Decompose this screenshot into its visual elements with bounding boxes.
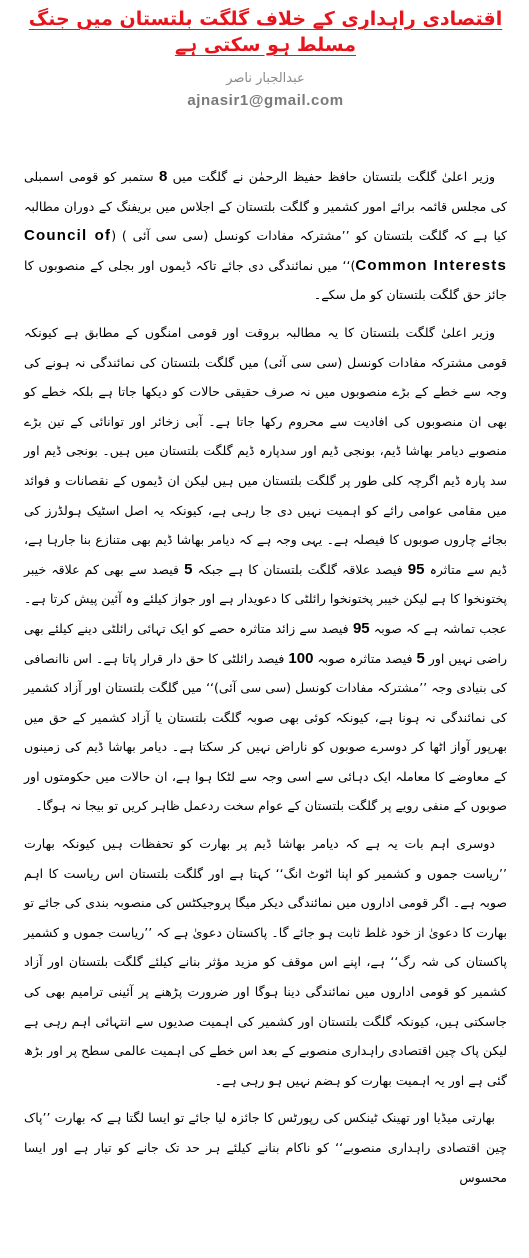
paragraph-text: فیصد رائلٹی کا حق دار قرار پاتا ہے۔ اس ناانصافی کی بنیادی وجہ ’’مشترکہ مفادات کونسل (سی سی آئی)‘‘ میں گلگت بلتستان اور آزاد کشمیر کی نمائندگی نہ ہونا ہے، کیونکہ کوئی بھی صوبہ گلگت بلتستان یا آزاد کشمیر کے حق میں بھرپور آواز اٹھا کر دوسرے صوبوں کو ناراض نہیں کر سکتا ہے۔ دیامر بھاشا ڈیم کی زمینوں کے معاوضے کا معاملہ ایک دہائی سے اسی وجہ سے لٹکا ہوا ہے، ان حالات میں حکومتوں اور صوبوں کے منفی رویے پر گلگت بلتستان کے عوام سخت ردعمل ظاہر کریں تو بیجا نہ ہوگا۔ xyxy=(24,650,507,814)
paragraph-text: وزیر اعلیٰ گلگت بلتستان حافظ حفیظ الرحمٰن نے گلگت میں xyxy=(167,169,495,184)
paragraph-text: بھارتی میڈیا اور تھینک ٹینکس کی رپورٹس کا جائزہ لیا جائے تو ایسا لگتا ہے کہ بھارت ’’پاک چین اقتصادی راہداری منصوبے‘‘ کو ناکام بنانے کیلئے ہر حد تک جانے کو تیار ہے اور ایسا محسوس xyxy=(24,1110,507,1185)
author-name: عبدالجبار ناصر xyxy=(226,71,305,86)
number-highlight: 5 xyxy=(184,560,193,578)
number-highlight: 5 xyxy=(416,649,425,667)
number-highlight: 95 xyxy=(352,619,370,637)
paragraph-text: فیصد متاثرہ صوبہ xyxy=(313,650,417,666)
paragraph-text: دوسری اہم بات یہ ہے کہ دیامر بھاشا ڈیم پر بھارت کو تحفظات ہیں کیونکہ بھارت ’’ریاست جموں و کشمیر کو اپنا اٹوٹ انگ‘‘ کہتا ہے اور گلگت بلتستان اس ریاست کا اہم صوبہ ہے۔ اگر قومی اداروں میں نمائندگی دیکر میگا پروجیکٹس کی منصوبہ بندی کی جائے تو بھارت کا دعویٰ از خود غلط ثابت ہو جائے گا۔ پاکستان دعویٰ ہے کہ ’’ریاست جموں و کشمیر پاکستان کی شہ رگ‘‘ ہے، اپنے اس موقف کو مزید مؤثر بنانے کیلئے گلگت بلتستان اور آزاد کشمیر کو قومی اداروں میں نمائندگی دینا ہوگا اور ضرورت پڑھنے پر آئینی ترامیم بھی کی جاسکتی ہیں، کیونکہ گلگت بلتستان اور کشمیر کی اہمیت صدیوں سے انتہائی اہم رہی ہے لیکن پاک چین اقتصادی راہداری منصوبے کے بعد اس خطے کی اہمیت عالمی سطح پر اور بڑھ گئی ہے اور یہ اہمیت بھارت کو ہضم نہیں ہو رہی ہے۔ xyxy=(24,836,507,1088)
paragraph-text: فیصد سے بھی کم علاقہ خیبر پختونخوا کا ہے لیکن خیبر پختونخوا رائلٹی کا دعویدار ہے اور جواز کیلئے وہ آئین پیش کرتا ہے۔ عجب تماشہ ہے کہ صوبہ xyxy=(24,561,507,636)
english-term: Council of Common Interests xyxy=(24,227,508,274)
article-body xyxy=(24,162,507,1192)
number-highlight: 100 xyxy=(288,649,314,667)
paragraph-text: فیصد سے زائد متاثرہ حصے کو ایک تہائی رائلٹی دینے کیلئے بھی راضی نہیں اور xyxy=(24,620,507,666)
paragraph-4 xyxy=(24,1103,507,1192)
paragraph-text: فیصد علاقہ گلگت بلتستان کا ہے جبکہ xyxy=(192,561,408,577)
author-email: ajnasir1@gmail.com xyxy=(187,92,344,109)
paragraph-1 xyxy=(24,162,507,310)
number-highlight: 8 xyxy=(158,168,168,185)
number-highlight: 95 xyxy=(407,560,425,578)
paragraph-text: وزیر اعلیٰ گلگت بلتستان کا یہ مطالبہ بروقت اور قومی امنگوں کے مطابق ہے کیونکہ قومی مشترکہ مفادات کونسل (سی سی آئی) میں گلگت بلتستان کی نمائندگی نہ ہونے کی وجہ سے خطے کے بڑے منصوبوں میں نہ صرف حقیقی حالات کو دیکھا جاتا ہے بلکہ خطے کو بھی ان منصوبوں کی افادیت سے محروم رکھا جاتا ہے۔ آبی زخائر اور توانائی کے تین بڑے منصوبے دیامر بھاشا ڈیم، بونجی ڈیم اور سدپارہ ڈیم گلگت بلتستان میں ہیں۔ بونجی ڈیم اور سد پارہ ڈیم اگرچہ کلی طور پر گلگت بلتستان میں ہیں لیکن ان ڈیموں کے نقصانات و فوائد میں مقامی عوامی رائے کو اہمیت نہیں دی جا رہی ہے، کیونکہ یہ اصل اسٹیک ہولڈرز کی بجائے چاروں صوبوں کا فیصلہ ہے۔ یہی وجہ ہے کہ دیامر بھاشا ڈیم بھی متنازع بنا جارہا ہے، ڈیم سے متاثرہ xyxy=(24,324,507,577)
paragraph-text: ستمبر کو قومی اسمبلی کی مجلس قائمہ برائے امور کشمیر و گلگت بلتستان کے اجلاس میں بریفنگ کے دوران مطالبہ کیا ہے کہ گلگت بلتستان کو ’’مشترکہ مفادات کونسل (سی سی آئی ) ( xyxy=(24,169,508,244)
paragraph-3 xyxy=(24,829,507,1095)
paragraph-2 xyxy=(24,318,507,821)
article-title: اقتصادی راہداری کے خلاف گلگت بلتستان میں جنگ مسلط ہو سکتی ہے xyxy=(28,8,503,56)
paragraph-text: )‘‘ میں نمائندگی دی جائے تاکہ ڈیموں اور بجلی کے منصوبوں کا جائز حق گلگت بلتستان کو مل سکے۔ xyxy=(24,257,507,303)
